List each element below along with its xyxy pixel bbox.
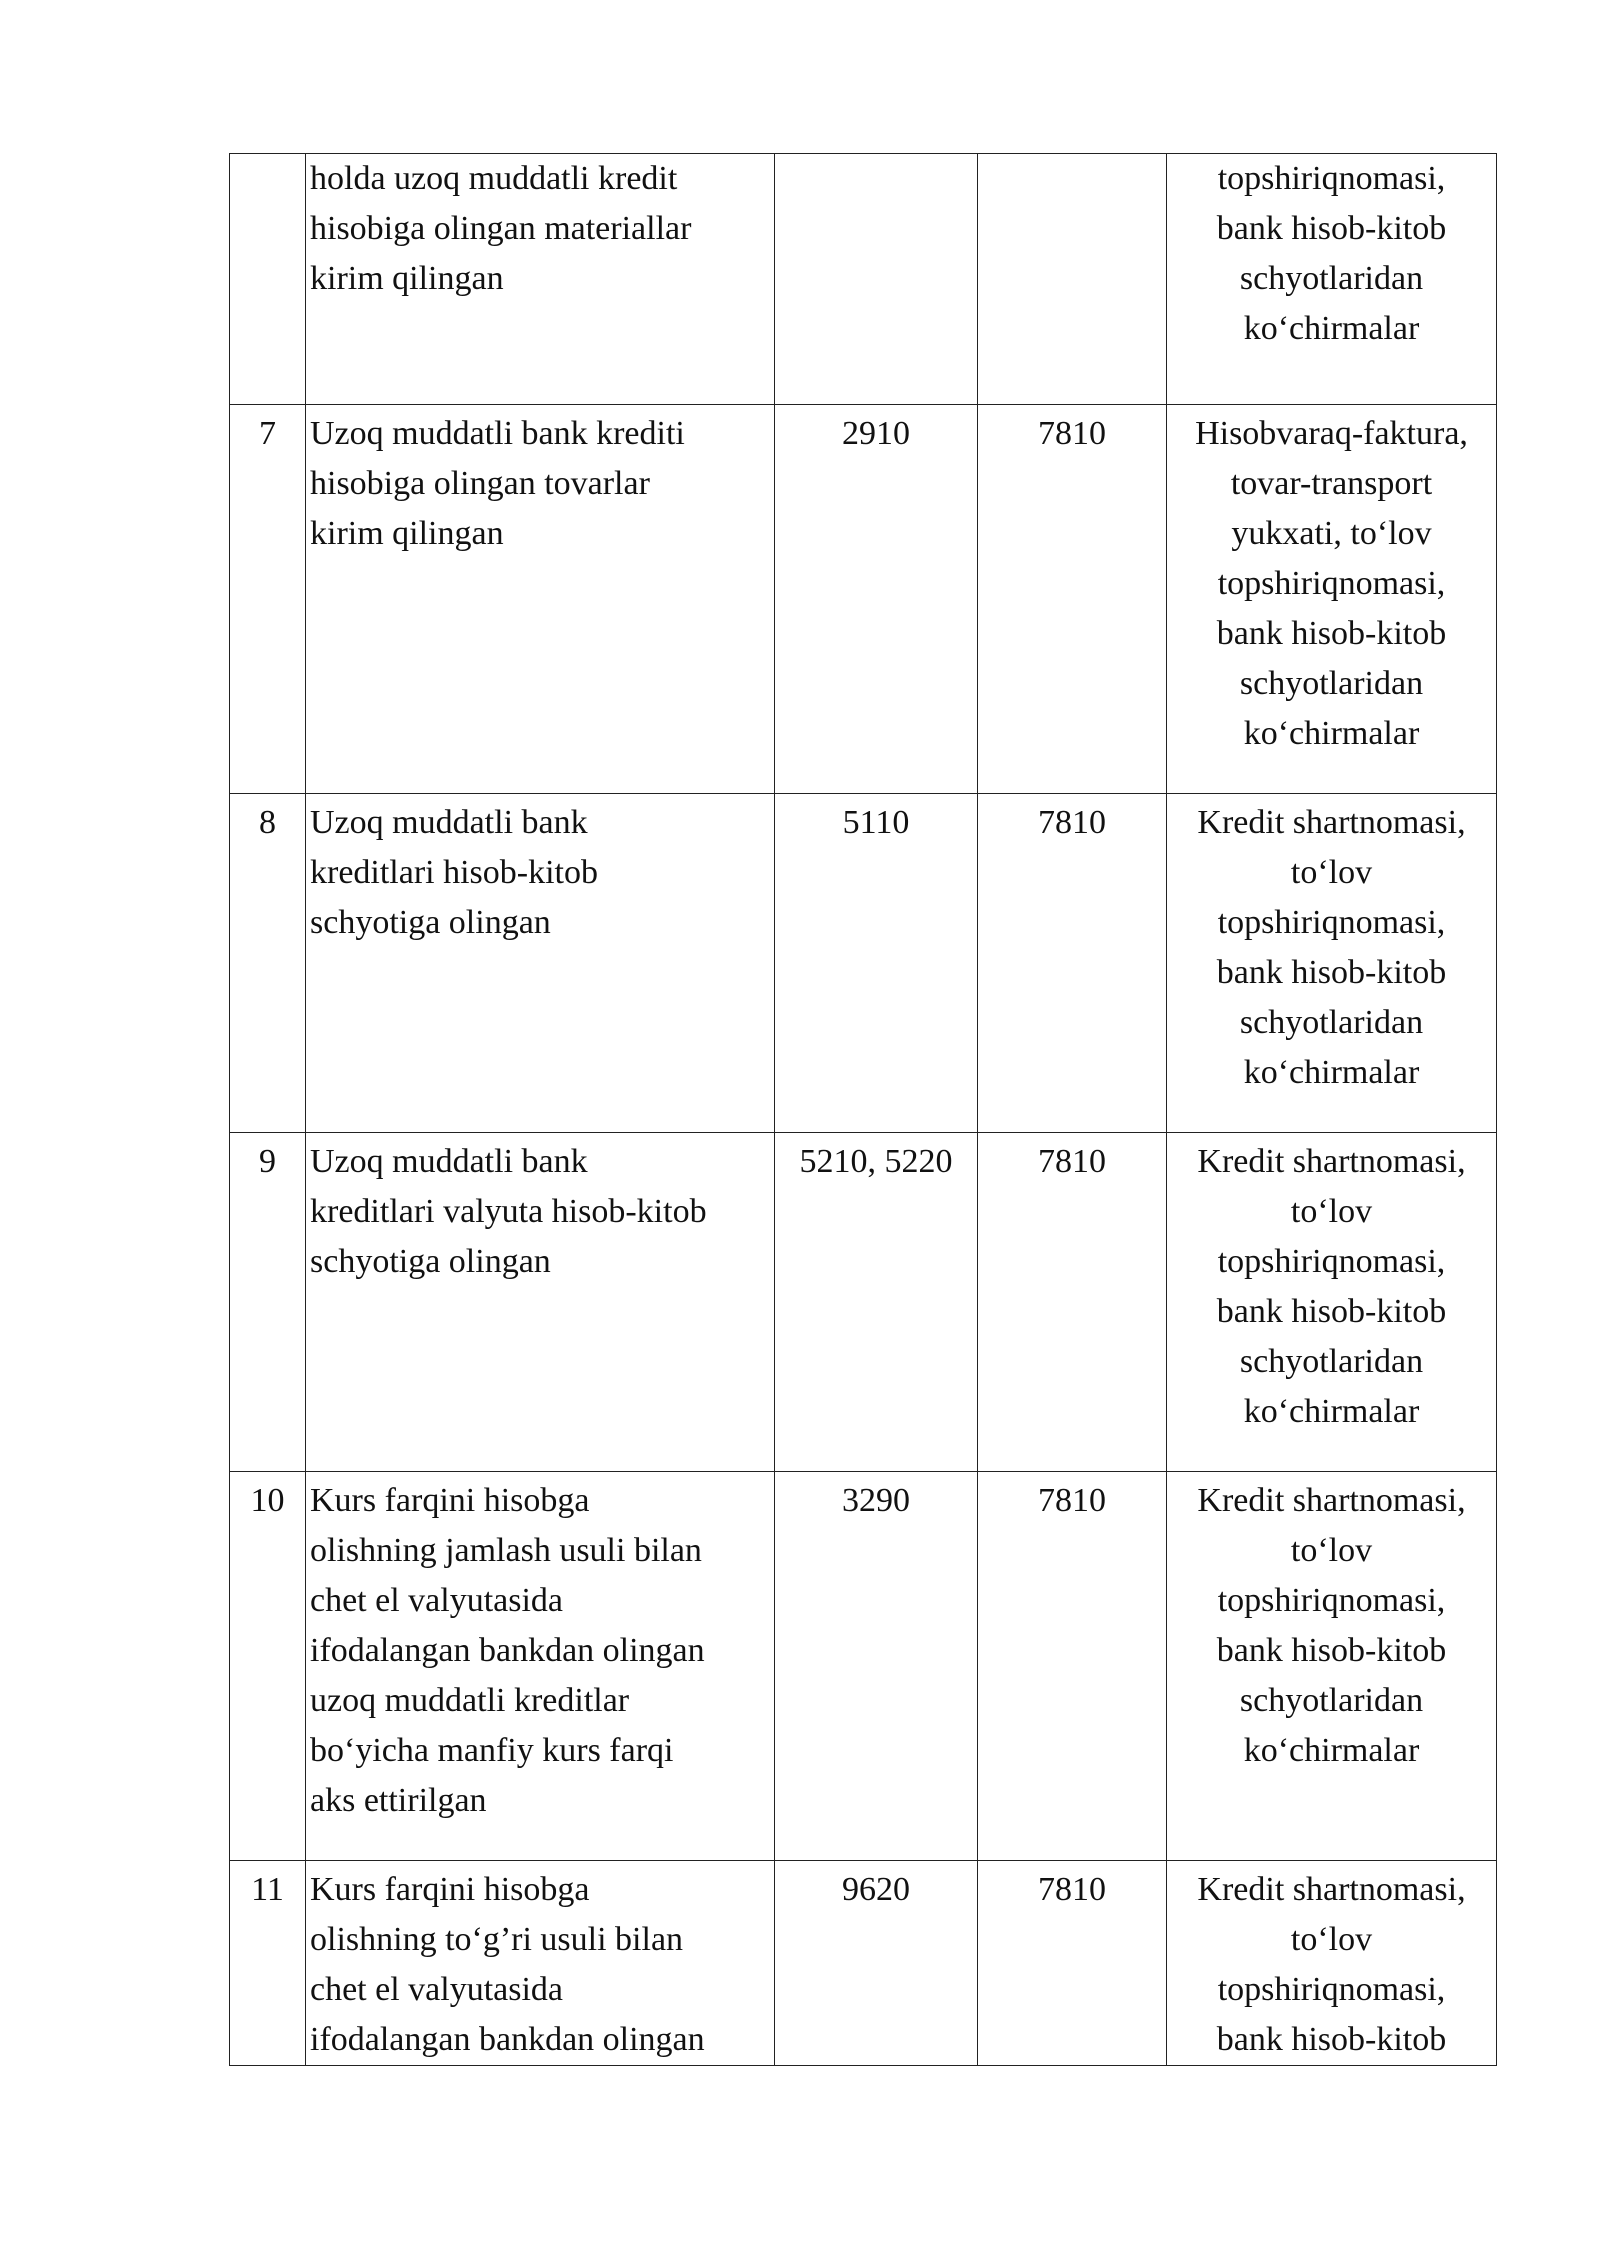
credit-account: 7810	[978, 405, 1167, 794]
table-row	[230, 405, 1497, 794]
primary-documents: Kredit shartnomasi, to‘lov topshiriqnomasi, bank hisob-kitob schyotlaridan ko‘chirmalar	[1167, 1472, 1497, 1861]
table-row	[230, 154, 1497, 405]
row-number	[230, 154, 306, 405]
row-number: 9	[230, 1133, 306, 1472]
credit-account: 7810	[978, 794, 1167, 1133]
operation-description: holda uzoq muddatli kredit hisobiga olingan materiallar kirim qilingan	[306, 154, 775, 405]
row-number: 11	[230, 1861, 306, 2066]
table-row	[230, 1133, 1497, 1472]
primary-documents: Kredit shartnomasi, to‘lov topshiriqnomasi, bank hisob-kitob schyotlaridan ko‘chirmalar	[1167, 794, 1497, 1133]
debit-account: 5210, 5220	[775, 1133, 978, 1472]
debit-account: 2910	[775, 405, 978, 794]
primary-documents: topshiriqnomasi, bank hisob-kitob schyotlaridan ko‘chirmalar	[1167, 154, 1497, 405]
row-number: 8	[230, 794, 306, 1133]
credit-account: 7810	[978, 1472, 1167, 1861]
debit-account: 5110	[775, 794, 978, 1133]
table-row	[230, 794, 1497, 1133]
row-number: 7	[230, 405, 306, 794]
accounting-entries-table	[229, 153, 1497, 2066]
credit-account: 7810	[978, 1861, 1167, 2066]
operation-description: Uzoq muddatli bank krediti hisobiga olingan tovarlar kirim qilingan	[306, 405, 775, 794]
primary-documents: Kredit shartnomasi, to‘lov topshiriqnomasi, bank hisob-kitob	[1167, 1861, 1497, 2066]
primary-documents: Kredit shartnomasi, to‘lov topshiriqnomasi, bank hisob-kitob schyotlaridan ko‘chirmalar	[1167, 1133, 1497, 1472]
debit-account	[775, 154, 978, 405]
primary-documents: Hisobvaraq-faktura, tovar-transport yukxati, to‘lov topshiriqnomasi, bank hisob-kitob schyotlaridan ko‘chirmalar	[1167, 405, 1497, 794]
operation-description: Kurs farqini hisobga olishning to‘g’ri usuli bilan chet el valyutasida ifodalangan bankdan olingan	[306, 1861, 775, 2066]
row-number: 10	[230, 1472, 306, 1861]
credit-account	[978, 154, 1167, 405]
table-row	[230, 1472, 1497, 1861]
operation-description: Kurs farqini hisobga olishning jamlash usuli bilan chet el valyutasida ifodalangan bankdan olingan uzoq muddatli kreditlar bo‘yicha manfiy kurs farqi aks ettirilgan	[306, 1472, 775, 1861]
debit-account: 3290	[775, 1472, 978, 1861]
credit-account: 7810	[978, 1133, 1167, 1472]
table-row	[230, 1861, 1497, 2066]
debit-account: 9620	[775, 1861, 978, 2066]
operation-description: Uzoq muddatli bank kreditlari valyuta hisob-kitob schyotiga olingan	[306, 1133, 775, 1472]
operation-description: Uzoq muddatli bank kreditlari hisob-kitob schyotiga olingan	[306, 794, 775, 1133]
